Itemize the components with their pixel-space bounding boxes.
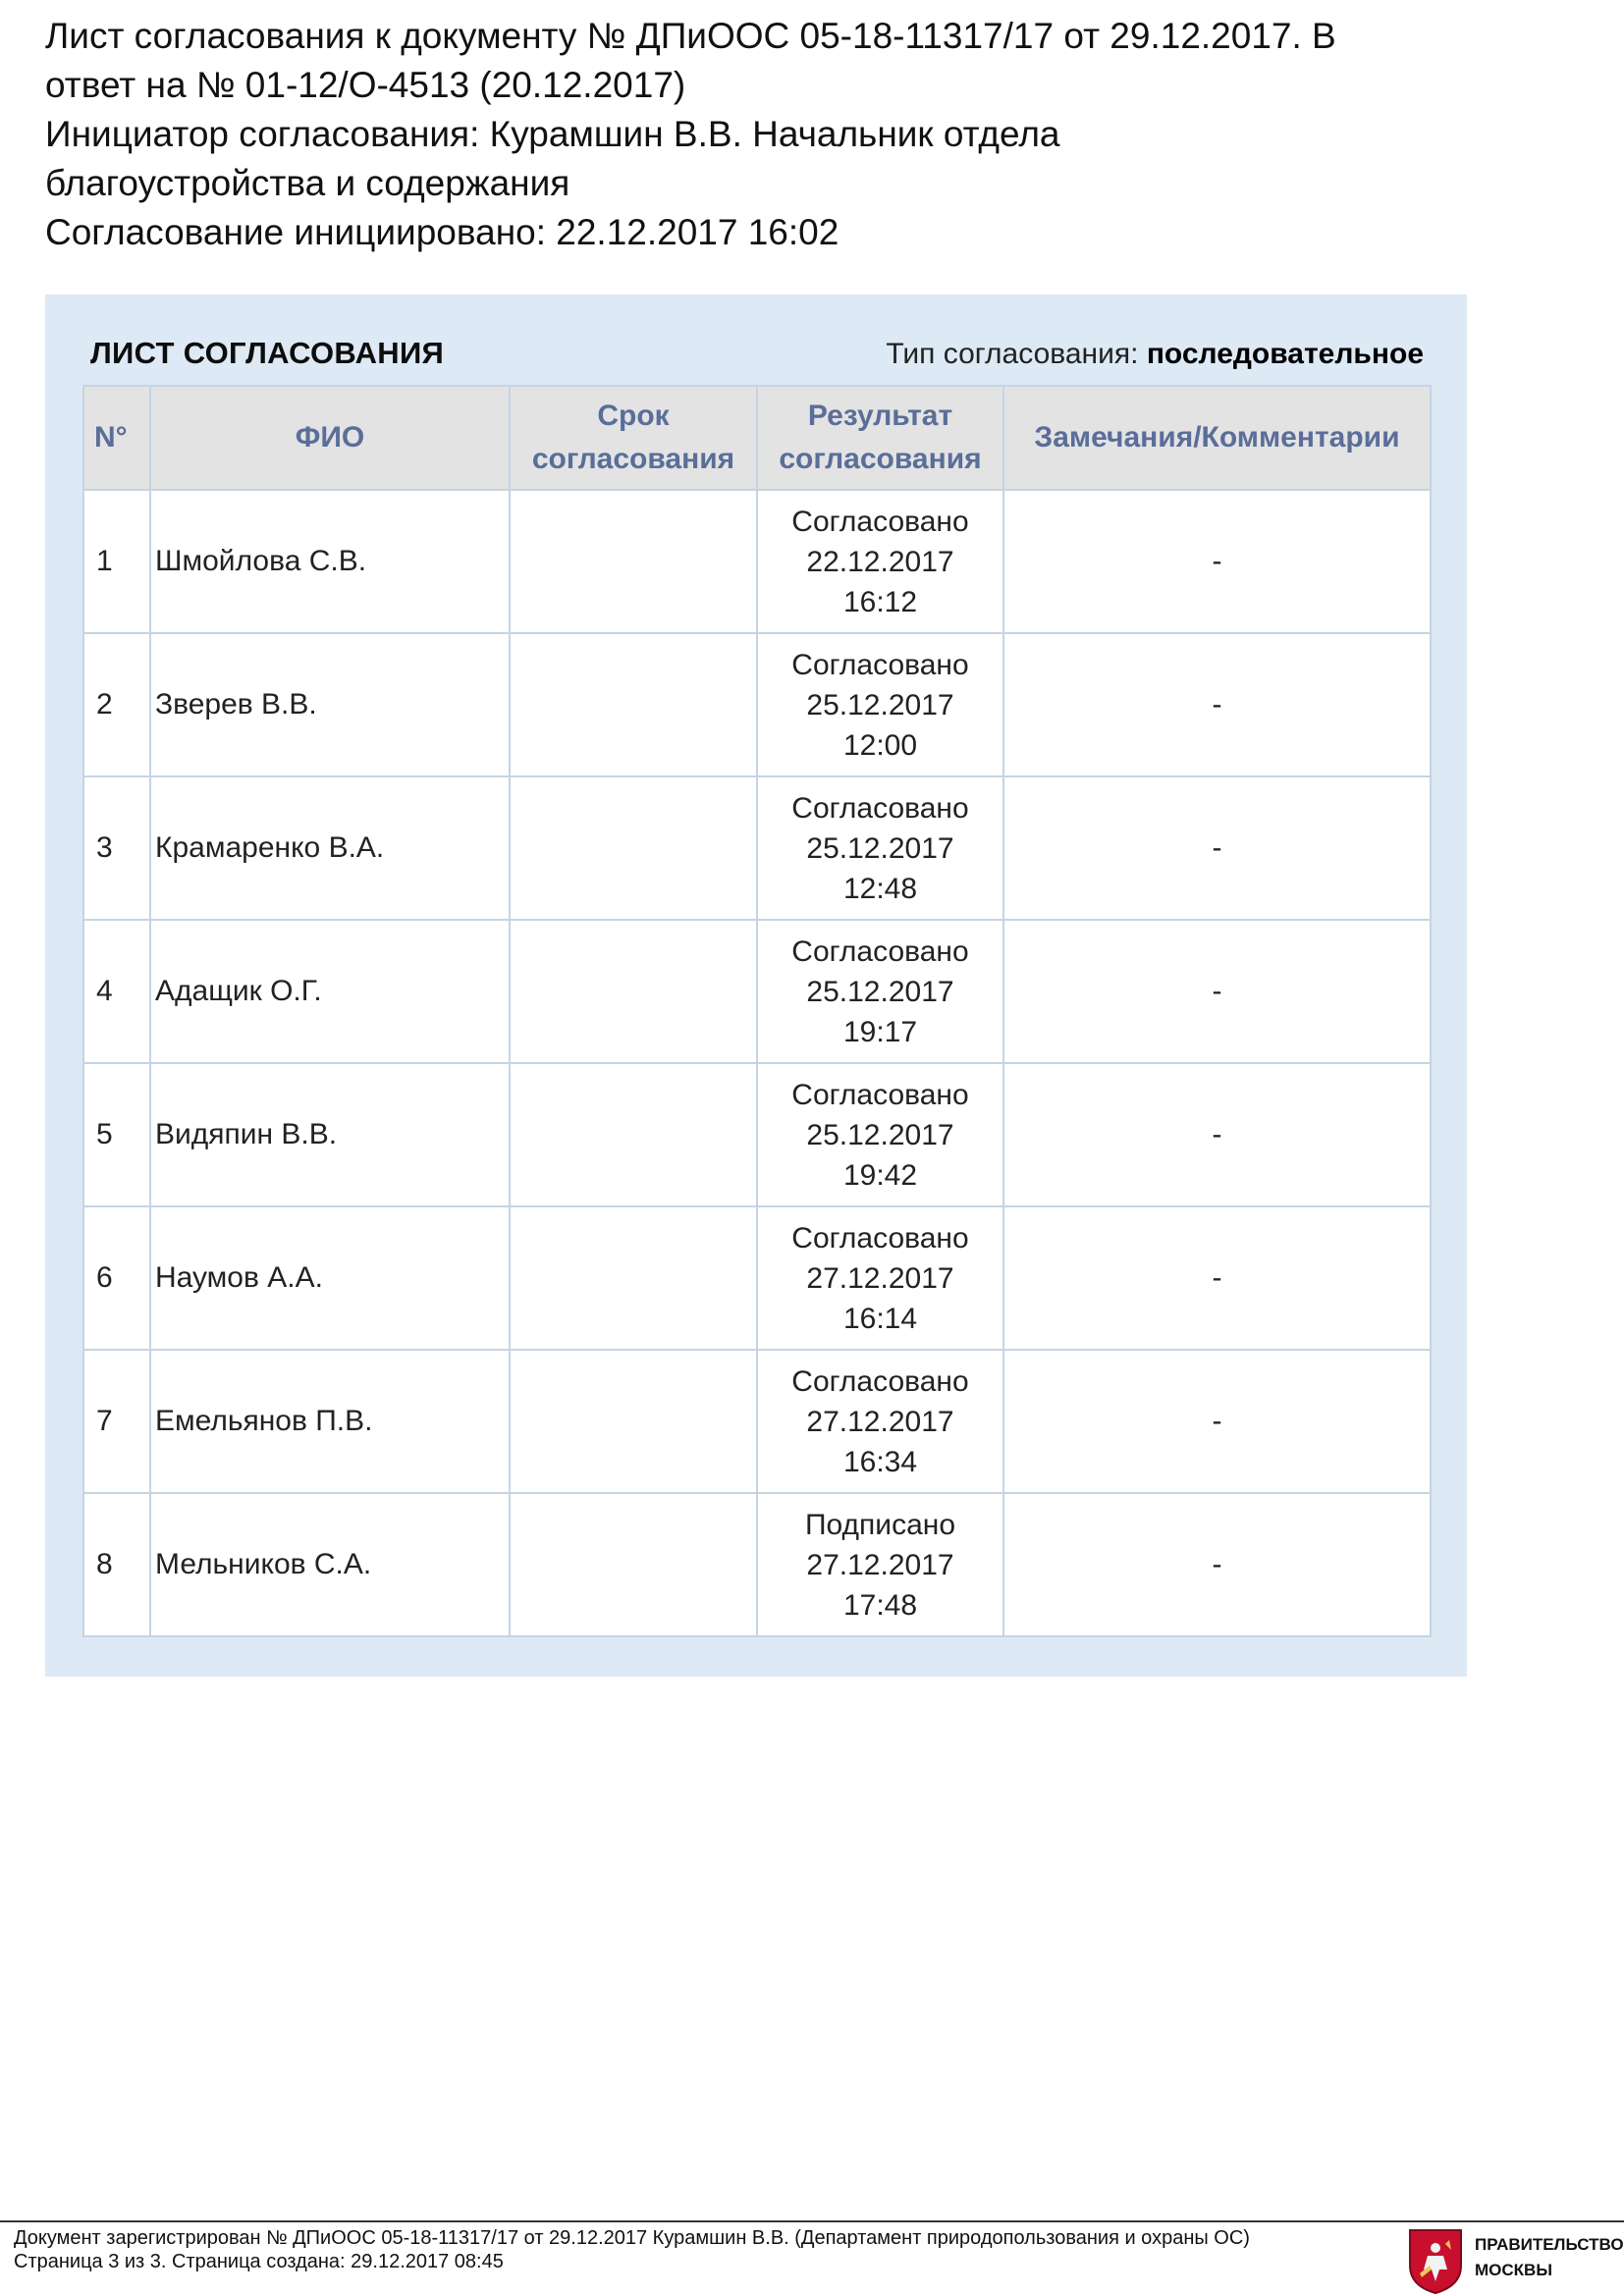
row-comment: - (1003, 490, 1431, 633)
table-row (83, 776, 1431, 920)
row-deadline (510, 1063, 757, 1206)
row-num: 1 (83, 490, 150, 633)
logo-line-2: МОСКВЫ (1475, 2261, 1552, 2279)
header-line-5: Согласование инициировано: 22.12.2017 16:02 (45, 212, 839, 252)
row-result: Согласовано 22.12.2017 16:12 (757, 490, 1003, 633)
row-deadline (510, 633, 757, 776)
row-num: 5 (83, 1063, 150, 1206)
table-row (83, 1206, 1431, 1350)
table-row (83, 633, 1431, 776)
row-fio: Адащик О.Г. (150, 920, 510, 1063)
row-fio: Емельянов П.В. (150, 1350, 510, 1493)
sheet-title: ЛИСТ СОГЛАСОВАНИЯ (90, 336, 445, 370)
header-line-4: благоустройства и содержания (45, 163, 570, 203)
row-result: Подписано 27.12.2017 17:48 (757, 1493, 1003, 1636)
header-line-3: Инициатор согласования: Курамшин В.В. Начальник отдела (45, 114, 1060, 154)
approval-sheet-panel (45, 294, 1467, 1677)
table-header-row (83, 386, 1431, 490)
header-result: Результат согласования (757, 386, 1003, 490)
row-deadline (510, 1206, 757, 1350)
row-deadline (510, 776, 757, 920)
row-comment: - (1003, 633, 1431, 776)
row-num: 7 (83, 1350, 150, 1493)
row-fio: Шмойлова С.В. (150, 490, 510, 633)
row-comment: - (1003, 1063, 1431, 1206)
footer-registration: Документ зарегистрирован № ДПиООС 05-18-11317/17 от 29.12.2017 Курамшин В.В. (Департамент природопользования и охраны ОС) (14, 2227, 1250, 2249)
row-deadline (510, 1493, 757, 1636)
row-result: Согласовано 27.12.2017 16:14 (757, 1206, 1003, 1350)
row-result: Согласовано 25.12.2017 19:42 (757, 1063, 1003, 1206)
government-logo-text (1475, 2232, 1624, 2283)
row-deadline (510, 490, 757, 633)
document-header (45, 12, 1518, 257)
row-num: 3 (83, 776, 150, 920)
row-fio: Мельников С.А. (150, 1493, 510, 1636)
approval-type-label: Тип согласования: (886, 338, 1139, 370)
row-comment: - (1003, 920, 1431, 1063)
logo-line-1: ПРАВИТЕЛЬСТВО (1475, 2235, 1624, 2254)
row-comment: - (1003, 1350, 1431, 1493)
row-num: 2 (83, 633, 150, 776)
moscow-coat-of-arms-icon (1406, 2226, 1465, 2295)
header-deadline: Срок согласования (510, 386, 757, 490)
row-fio: Зверев В.В. (150, 633, 510, 776)
table-row (83, 1350, 1431, 1493)
approval-type (886, 338, 1424, 371)
table-row (83, 920, 1431, 1063)
table-row (83, 490, 1431, 633)
row-deadline (510, 1350, 757, 1493)
header-comments: Замечания/Комментарии (1003, 386, 1431, 490)
header-fio: ФИО (150, 386, 510, 490)
footer-text (14, 2226, 1250, 2273)
table-row (83, 1493, 1431, 1636)
row-fio: Видяпин В.В. (150, 1063, 510, 1206)
row-result: Согласовано 25.12.2017 19:17 (757, 920, 1003, 1063)
row-num: 8 (83, 1493, 150, 1636)
header-line-1: Лист согласования к документу № ДПиООС 05-18-11317/17 от 29.12.2017. В (45, 16, 1336, 56)
row-num: 6 (83, 1206, 150, 1350)
approval-type-value: последовательное (1146, 338, 1424, 370)
footer-divider (0, 2220, 1624, 2222)
row-comment: - (1003, 1206, 1431, 1350)
row-fio: Наумов А.А. (150, 1206, 510, 1350)
footer-page-info: Страница 3 из 3. Страница создана: 29.12.2017 08:45 (14, 2251, 504, 2272)
approval-table (82, 385, 1432, 1637)
table-row (83, 1063, 1431, 1206)
row-fio: Крамаренко В.А. (150, 776, 510, 920)
row-num: 4 (83, 920, 150, 1063)
row-result: Согласовано 27.12.2017 16:34 (757, 1350, 1003, 1493)
header-line-2: ответ на № 01-12/О-4513 (20.12.2017) (45, 65, 686, 105)
row-comment: - (1003, 1493, 1431, 1636)
row-deadline (510, 920, 757, 1063)
row-result: Согласовано 25.12.2017 12:00 (757, 633, 1003, 776)
row-result: Согласовано 25.12.2017 12:48 (757, 776, 1003, 920)
row-comment: - (1003, 776, 1431, 920)
header-num: N° (83, 386, 150, 490)
